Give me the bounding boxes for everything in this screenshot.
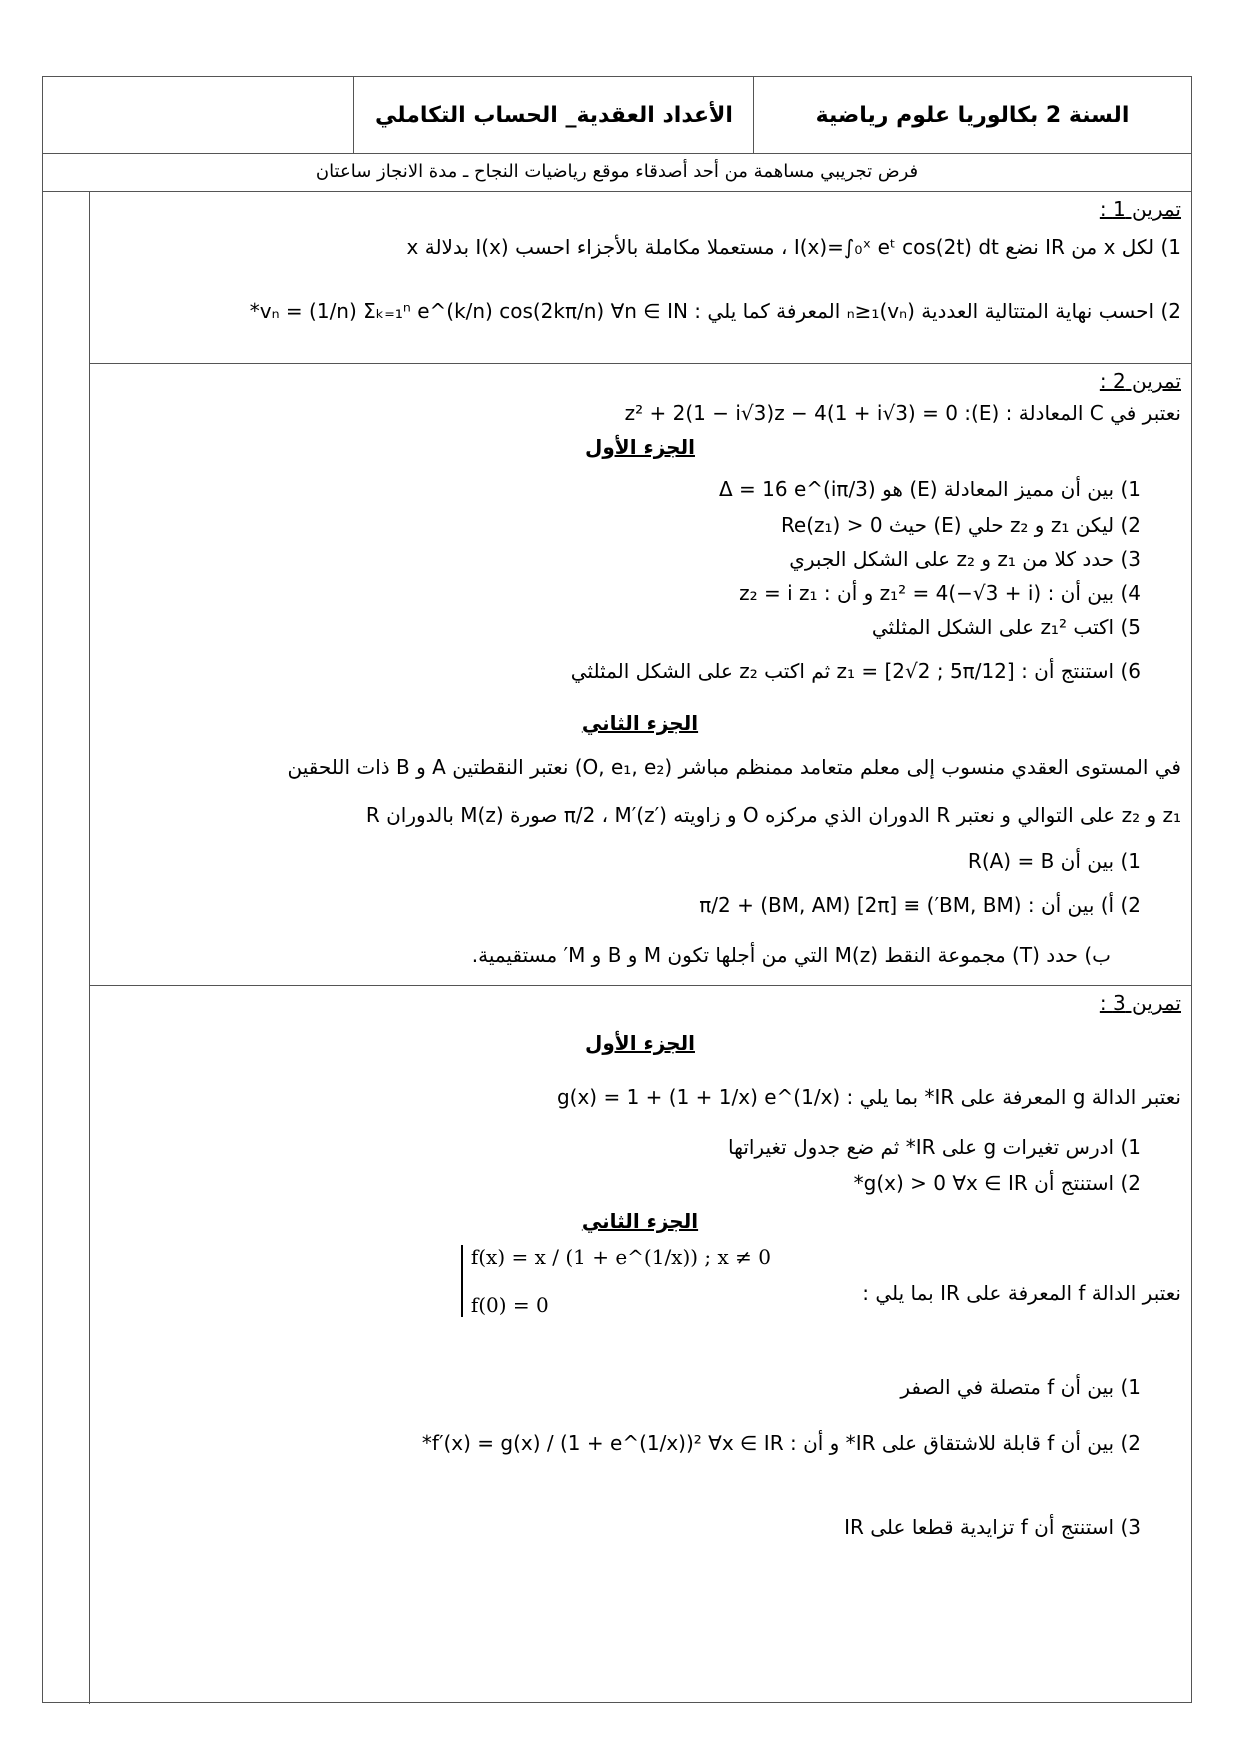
- ex2-p1-question-2: 2) ليكن z₁ و z₂ حلي (E) حيث Re(z₁) > 0: [780, 513, 1141, 537]
- exercise-2: [89, 363, 1191, 986]
- ex3-p2-question-3: 3) استنتج أن f تزايدية قطعا على IR: [844, 1515, 1141, 1539]
- header-level-cell: [753, 77, 1191, 153]
- header-row: [43, 77, 1191, 154]
- ex3-p1-question-1: 1) ادرس تغيرات g على IR* ثم ضع جدول تغيراتها: [728, 1135, 1141, 1159]
- exercise-1: [89, 191, 1191, 364]
- ex2-intro: نعتبر في C المعادلة : (E): z² + 2(1 − i√3)z − 4(1 + i√3) = 0: [624, 401, 1181, 425]
- ex2-p2-question-2b: ب) حدد (T) مجموعة النقط M(z) التي من أجلها تكون M و B و M′ مستقيمية.: [471, 943, 1111, 967]
- ex3-title-text: تمرين 3 :: [1099, 991, 1181, 1015]
- exercise-2-title: [99, 369, 1181, 393]
- ex2-p2-question-2a: 2) أ) بين أن : (BM, BM′) ≡ π/2 + (BM, AM) [2π]: [699, 893, 1141, 917]
- exam-sheet: [42, 76, 1192, 1703]
- ex2-p1-question-5: 5) اكتب z₁² على الشكل المثلثي: [871, 615, 1141, 639]
- ex2-p1-question-6: 6) استنتج أن : z₁ = [2√2 ; 5π/12] ثم اكتب z₂ على الشكل المثلثي: [570, 659, 1141, 683]
- ex3-p2-definition: [461, 1245, 771, 1317]
- ex2-p2-intro-1: في المستوى العقدي منسوب إلى معلم متعامد ممنظم مباشر (O, e₁, e₂) نعتبر النقطتين A و B ذات اللحقين: [287, 755, 1181, 779]
- ex2-p1-question-4: 4) بين أن : z₁² = 4(−√3 + i) و أن : z₂ = i z₁: [739, 581, 1141, 605]
- ex2-p1-question-3: 3) حدد كلا من z₁ و z₂ على الشكل الجبري: [789, 547, 1141, 571]
- ex3-p1-intro: نعتبر الدالة g المعرفة على IR* بما يلي : g(x) = 1 + (1 + 1/x) e^(1/x): [556, 1085, 1181, 1109]
- exercise-1-title: [99, 197, 1181, 221]
- exam-subtitle: فرض تجريبي مساهمة من أحد أصدقاء موقع رياضيات النجاح ـ مدة الانجاز ساعتان: [43, 153, 1191, 192]
- ex2-p2-question-1: 1) بين أن R(A) = B: [967, 849, 1141, 873]
- f-definition-zero: f(0) = 0: [470, 1293, 549, 1317]
- ex3-p2-question-2: 2) بين أن f قابلة للاشتقاق على IR* و أن : f′(x) = g(x) / (1 + e^(1/x))² ∀x ∈ IR*: [421, 1431, 1141, 1455]
- ex2-p2-intro-2: z₁ و z₂ على التوالي و نعتبر R الدوران الذي مركزه O و زاويته π/2 ، M′(z′) صورة M(z) بالدوران R: [365, 803, 1181, 827]
- exam-level: السنة 2 بكالوريا علوم رياضية: [815, 102, 1130, 128]
- ex1-title-text: تمرين 1 :: [1099, 197, 1181, 221]
- f-definition-nonzero: f(x) = x / (1 + e^(1/x)) ; x ≠ 0: [470, 1245, 771, 1269]
- ex1-question-1: 1) لكل x من IR نضع I(x)=∫₀ˣ eᵗ cos(2t) dt ، مستعملا مكاملة بالأجزاء احسب I(x) بدلالة x: [406, 235, 1181, 259]
- ex2-title-text: تمرين 2 :: [1099, 369, 1181, 393]
- ex3-p2-intro: نعتبر الدالة f المعرفة على IR بما يلي :: [862, 1281, 1181, 1305]
- header-empty-cell: [43, 77, 353, 153]
- ex3-part2-title: الجزء الثاني: [581, 1209, 699, 1233]
- exercise-3-title: [99, 991, 1181, 1015]
- exercise-3: [89, 985, 1191, 1702]
- piecewise-brace: [461, 1245, 771, 1317]
- ex3-p2-question-1: 1) بين أن f متصلة في الصفر: [900, 1375, 1141, 1399]
- ex2-part2-title: الجزء الثاني: [581, 711, 699, 735]
- ex1-question-2: 2) احسب نهاية المتتالية العددية (vₙ)ₙ≥₁ المعرفة كما يلي : vₙ = (1/n) Σₖ₌₁ⁿ e^(k/n) cos(2kπ/n) ∀n ∈ IN*: [249, 299, 1181, 323]
- exam-topic: الأعداد العقدية_ الحساب التكاملي: [375, 102, 733, 128]
- ex3-p1-question-2: 2) استنتج أن g(x) > 0 ∀x ∈ IR*: [853, 1171, 1141, 1195]
- ex2-p1-question-1: 1) بين أن مميز المعادلة (E) هو Δ = 16 e^(iπ/3): [719, 477, 1141, 501]
- header-topic-cell: [353, 77, 754, 153]
- ex3-part1-title: الجزء الأول: [585, 1031, 695, 1055]
- ex2-part1-title: الجزء الأول: [585, 435, 695, 459]
